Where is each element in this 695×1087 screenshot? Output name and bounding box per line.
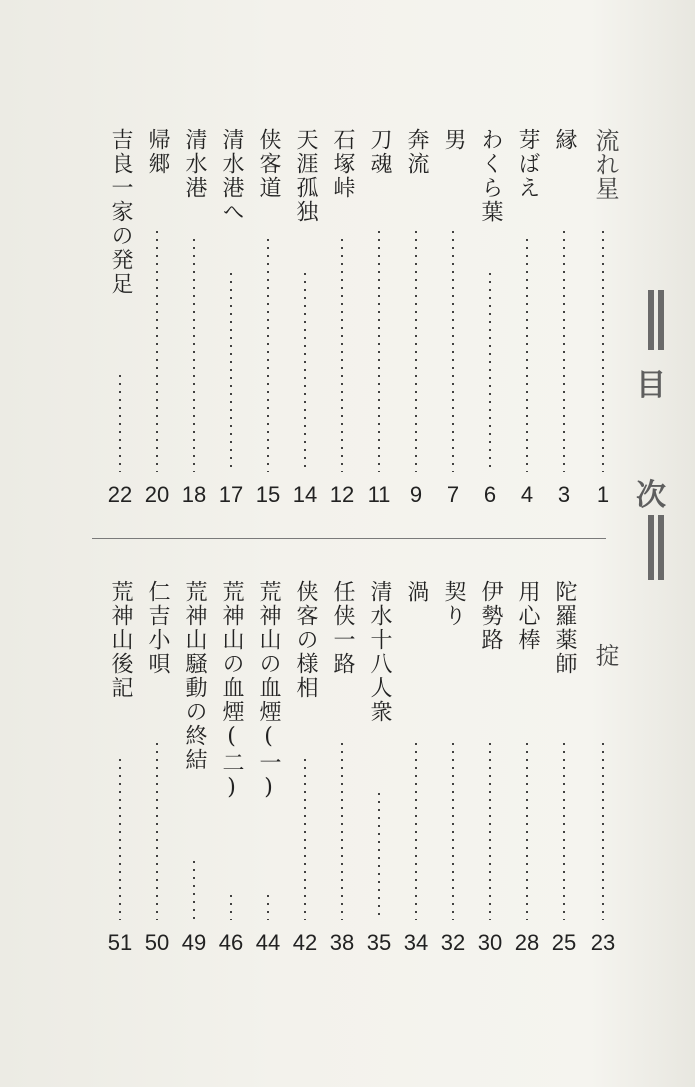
bottom-entry-title: 荒神山の血煙(二) bbox=[219, 580, 244, 802]
bottom-entry-leader bbox=[451, 740, 455, 920]
bottom-entry-leader bbox=[303, 756, 307, 920]
top-entry-leader bbox=[377, 228, 381, 472]
top-entry-title: 清水港 bbox=[182, 128, 207, 200]
bottom-entry-page: 44 bbox=[255, 930, 281, 955]
top-entry-page: 11 bbox=[367, 482, 391, 507]
top-entry-title: 芽ばえ bbox=[515, 128, 540, 200]
heading-bar-left-2 bbox=[648, 515, 654, 580]
top-section-leader bbox=[601, 228, 605, 472]
bottom-entry-leader bbox=[192, 858, 196, 920]
top-entry-title: わくら葉 bbox=[478, 128, 503, 224]
top-entry-leader bbox=[340, 236, 344, 472]
heading-bar-right-2 bbox=[658, 515, 664, 580]
top-entry-title: 侠客道 bbox=[256, 128, 281, 200]
bottom-entry-title: 荒神山の血煙(一) bbox=[256, 580, 281, 802]
top-entry-page: 15 bbox=[255, 482, 281, 507]
top-entry-page: 4 bbox=[520, 482, 534, 507]
bottom-entry-title: 渦 bbox=[404, 580, 429, 604]
bottom-entry-page: 49 bbox=[181, 930, 207, 955]
bottom-entry-title: 契り bbox=[441, 580, 466, 628]
top-entry-title: 男 bbox=[441, 128, 466, 152]
bottom-entry-leader bbox=[118, 756, 122, 920]
bottom-entry-title: 用心棒 bbox=[515, 580, 540, 652]
bottom-entry-page: 25 bbox=[551, 930, 577, 955]
section-divider bbox=[92, 538, 606, 539]
bottom-section-title: 掟 bbox=[591, 643, 619, 667]
bottom-entry-title: 陀羅薬師 bbox=[552, 580, 577, 676]
top-entry-leader bbox=[414, 228, 418, 472]
top-entry-leader bbox=[155, 228, 159, 472]
bottom-entry-title: 清水十八人衆 bbox=[367, 580, 392, 724]
top-entry-title: 刀魂 bbox=[367, 128, 392, 176]
heading-bar-right bbox=[658, 290, 664, 350]
top-entry-page: 9 bbox=[409, 482, 423, 507]
bottom-entry-leader bbox=[414, 740, 418, 920]
bottom-entry-leader bbox=[525, 740, 529, 920]
bottom-entry-page: 46 bbox=[218, 930, 244, 955]
top-entry-leader bbox=[118, 372, 122, 472]
bottom-entry-leader bbox=[155, 740, 159, 920]
bottom-entry-page: 28 bbox=[514, 930, 540, 955]
bottom-entry-title: 侠客の様相 bbox=[293, 580, 318, 700]
top-entry-page: 12 bbox=[329, 482, 355, 507]
bottom-section-leader bbox=[601, 740, 605, 920]
top-entry-page: 6 bbox=[483, 482, 497, 507]
bottom-entry-page: 42 bbox=[292, 930, 318, 955]
top-entry-leader bbox=[562, 228, 566, 472]
top-entry-leader bbox=[303, 270, 307, 472]
top-entry-title: 帰郷 bbox=[145, 128, 170, 176]
top-entry-page: 20 bbox=[144, 482, 170, 507]
bottom-entry-page: 38 bbox=[329, 930, 355, 955]
top-entry-page: 22 bbox=[107, 482, 133, 507]
top-section-page: 1 bbox=[596, 482, 610, 507]
top-entry-page: 18 bbox=[181, 482, 207, 507]
bottom-entry-title: 荒神山騒動の終結 bbox=[182, 580, 207, 772]
top-entry-title: 吉良一家の発足 bbox=[108, 128, 133, 296]
bottom-entry-title: 任侠一路 bbox=[330, 580, 355, 676]
bottom-entry-leader bbox=[377, 790, 381, 920]
bottom-section-page: 23 bbox=[590, 930, 616, 955]
top-section-title: 流れ星 bbox=[591, 128, 619, 200]
bottom-entry-leader bbox=[266, 892, 270, 920]
top-entry-title: 奔流 bbox=[404, 128, 429, 176]
bottom-entry-page: 51 bbox=[107, 930, 133, 955]
top-entry-leader bbox=[266, 236, 270, 472]
bottom-entry-page: 50 bbox=[144, 930, 170, 955]
bottom-entry-page: 35 bbox=[366, 930, 392, 955]
bottom-entry-title: 伊勢路 bbox=[478, 580, 503, 652]
top-entry-leader bbox=[488, 270, 492, 472]
top-entry-leader bbox=[229, 270, 233, 472]
top-entry-title: 縁 bbox=[552, 128, 577, 152]
top-entry-title: 石塚峠 bbox=[330, 128, 355, 200]
top-entry-page: 7 bbox=[446, 482, 460, 507]
bottom-entry-page: 32 bbox=[440, 930, 466, 955]
top-entry-leader bbox=[451, 228, 455, 472]
top-entry-page: 17 bbox=[218, 482, 244, 507]
heading-bar-left bbox=[648, 290, 654, 350]
bottom-entry-page: 34 bbox=[403, 930, 429, 955]
heading-char-1: 目 bbox=[636, 368, 666, 403]
top-entry-title: 清水港へ bbox=[219, 128, 244, 224]
bottom-entry-page: 30 bbox=[477, 930, 503, 955]
bottom-entry-leader bbox=[562, 740, 566, 920]
top-entry-page: 14 bbox=[292, 482, 318, 507]
top-entry-leader bbox=[525, 236, 529, 472]
top-entry-leader bbox=[192, 236, 196, 472]
bottom-entry-title: 荒神山後記 bbox=[108, 580, 133, 700]
heading-char-2: 次 bbox=[636, 478, 666, 513]
top-entry-page: 3 bbox=[557, 482, 571, 507]
bottom-entry-title: 仁吉小唄 bbox=[145, 580, 170, 676]
bottom-entry-leader bbox=[229, 892, 233, 920]
bottom-entry-leader bbox=[488, 740, 492, 920]
bottom-entry-leader bbox=[340, 740, 344, 920]
top-entry-title: 天涯孤独 bbox=[293, 128, 318, 224]
